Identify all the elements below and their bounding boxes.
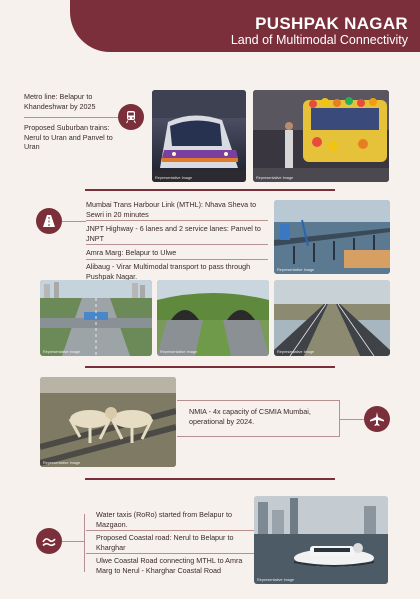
metro-item-1: Metro line: Belapur to Khandeshwar by 2025 <box>24 92 96 111</box>
divider <box>339 419 365 420</box>
divider <box>86 220 268 221</box>
divider <box>86 259 268 260</box>
divider <box>86 530 254 531</box>
road-item-3: Amra Marg: Belapur to Ulwe <box>86 248 177 257</box>
divider <box>177 400 339 401</box>
train-icon <box>118 104 144 130</box>
image-caption: Representative Image <box>277 350 315 354</box>
divider <box>62 221 86 222</box>
image-caption: Representative Image <box>256 176 294 180</box>
water-item-3: Ulwe Coastal Road connecting MTHL to Amra Marg to Nerul - Kharghar Coastal Road <box>96 556 243 575</box>
page-subtitle: Land of Multimodal Connectivity <box>230 33 408 47</box>
road-item-1: Mumbai Trans Harbour Link (MTHL): Nhava Sheva to Sewri in 20 minutes <box>86 200 257 219</box>
divider <box>62 541 84 542</box>
image-caption: Representative Image <box>43 350 81 354</box>
divider <box>86 244 268 245</box>
wave-icon <box>36 528 62 554</box>
water-item-2: Proposed Coastal road: Nerul to Belapur to Kharghar <box>96 533 234 552</box>
highway-interchange-photo <box>40 280 152 356</box>
tunnel-photo <box>157 280 269 356</box>
road-icon <box>36 208 62 234</box>
metro-inauguration-photo <box>253 90 389 182</box>
image-caption: Representative Image <box>277 268 315 272</box>
page-title: PUSHPAK NAGAR <box>255 14 408 33</box>
expressway-photo <box>274 280 390 356</box>
divider <box>84 514 85 572</box>
image-caption: Representative Image <box>257 578 295 582</box>
air-item-1: NMIA - 4x capacity of CSMIA Mumbai, operational by 2024. <box>189 407 311 426</box>
road-item-2: JNPT Highway - 6 lanes and 2 service lanes: Panvel to JNPT <box>86 224 261 243</box>
airport-photo <box>40 377 176 467</box>
section-divider <box>85 366 335 368</box>
metro-photo <box>152 90 246 182</box>
section-divider <box>85 189 335 191</box>
divider <box>24 117 129 118</box>
bridge-photo <box>274 200 390 274</box>
road-item-4: Alibaug - Virar Multimodal transport to pass through Pushpak Nagar. <box>86 262 251 281</box>
water-item-1: Water taxis (RoRo) started from Belapur to Mazgaon. <box>96 510 232 529</box>
image-caption: Representative Image <box>160 350 198 354</box>
airplane-icon <box>364 406 390 432</box>
image-caption: Representative Image <box>43 461 81 465</box>
image-caption: Representative Image <box>155 176 193 180</box>
divider <box>86 553 254 554</box>
metro-item-2: Proposed Suburban trains: Nerul to Uran and Panvel to Uran <box>24 123 113 151</box>
divider <box>177 436 339 437</box>
section-divider <box>85 478 335 480</box>
water-taxi-photo <box>254 496 388 584</box>
